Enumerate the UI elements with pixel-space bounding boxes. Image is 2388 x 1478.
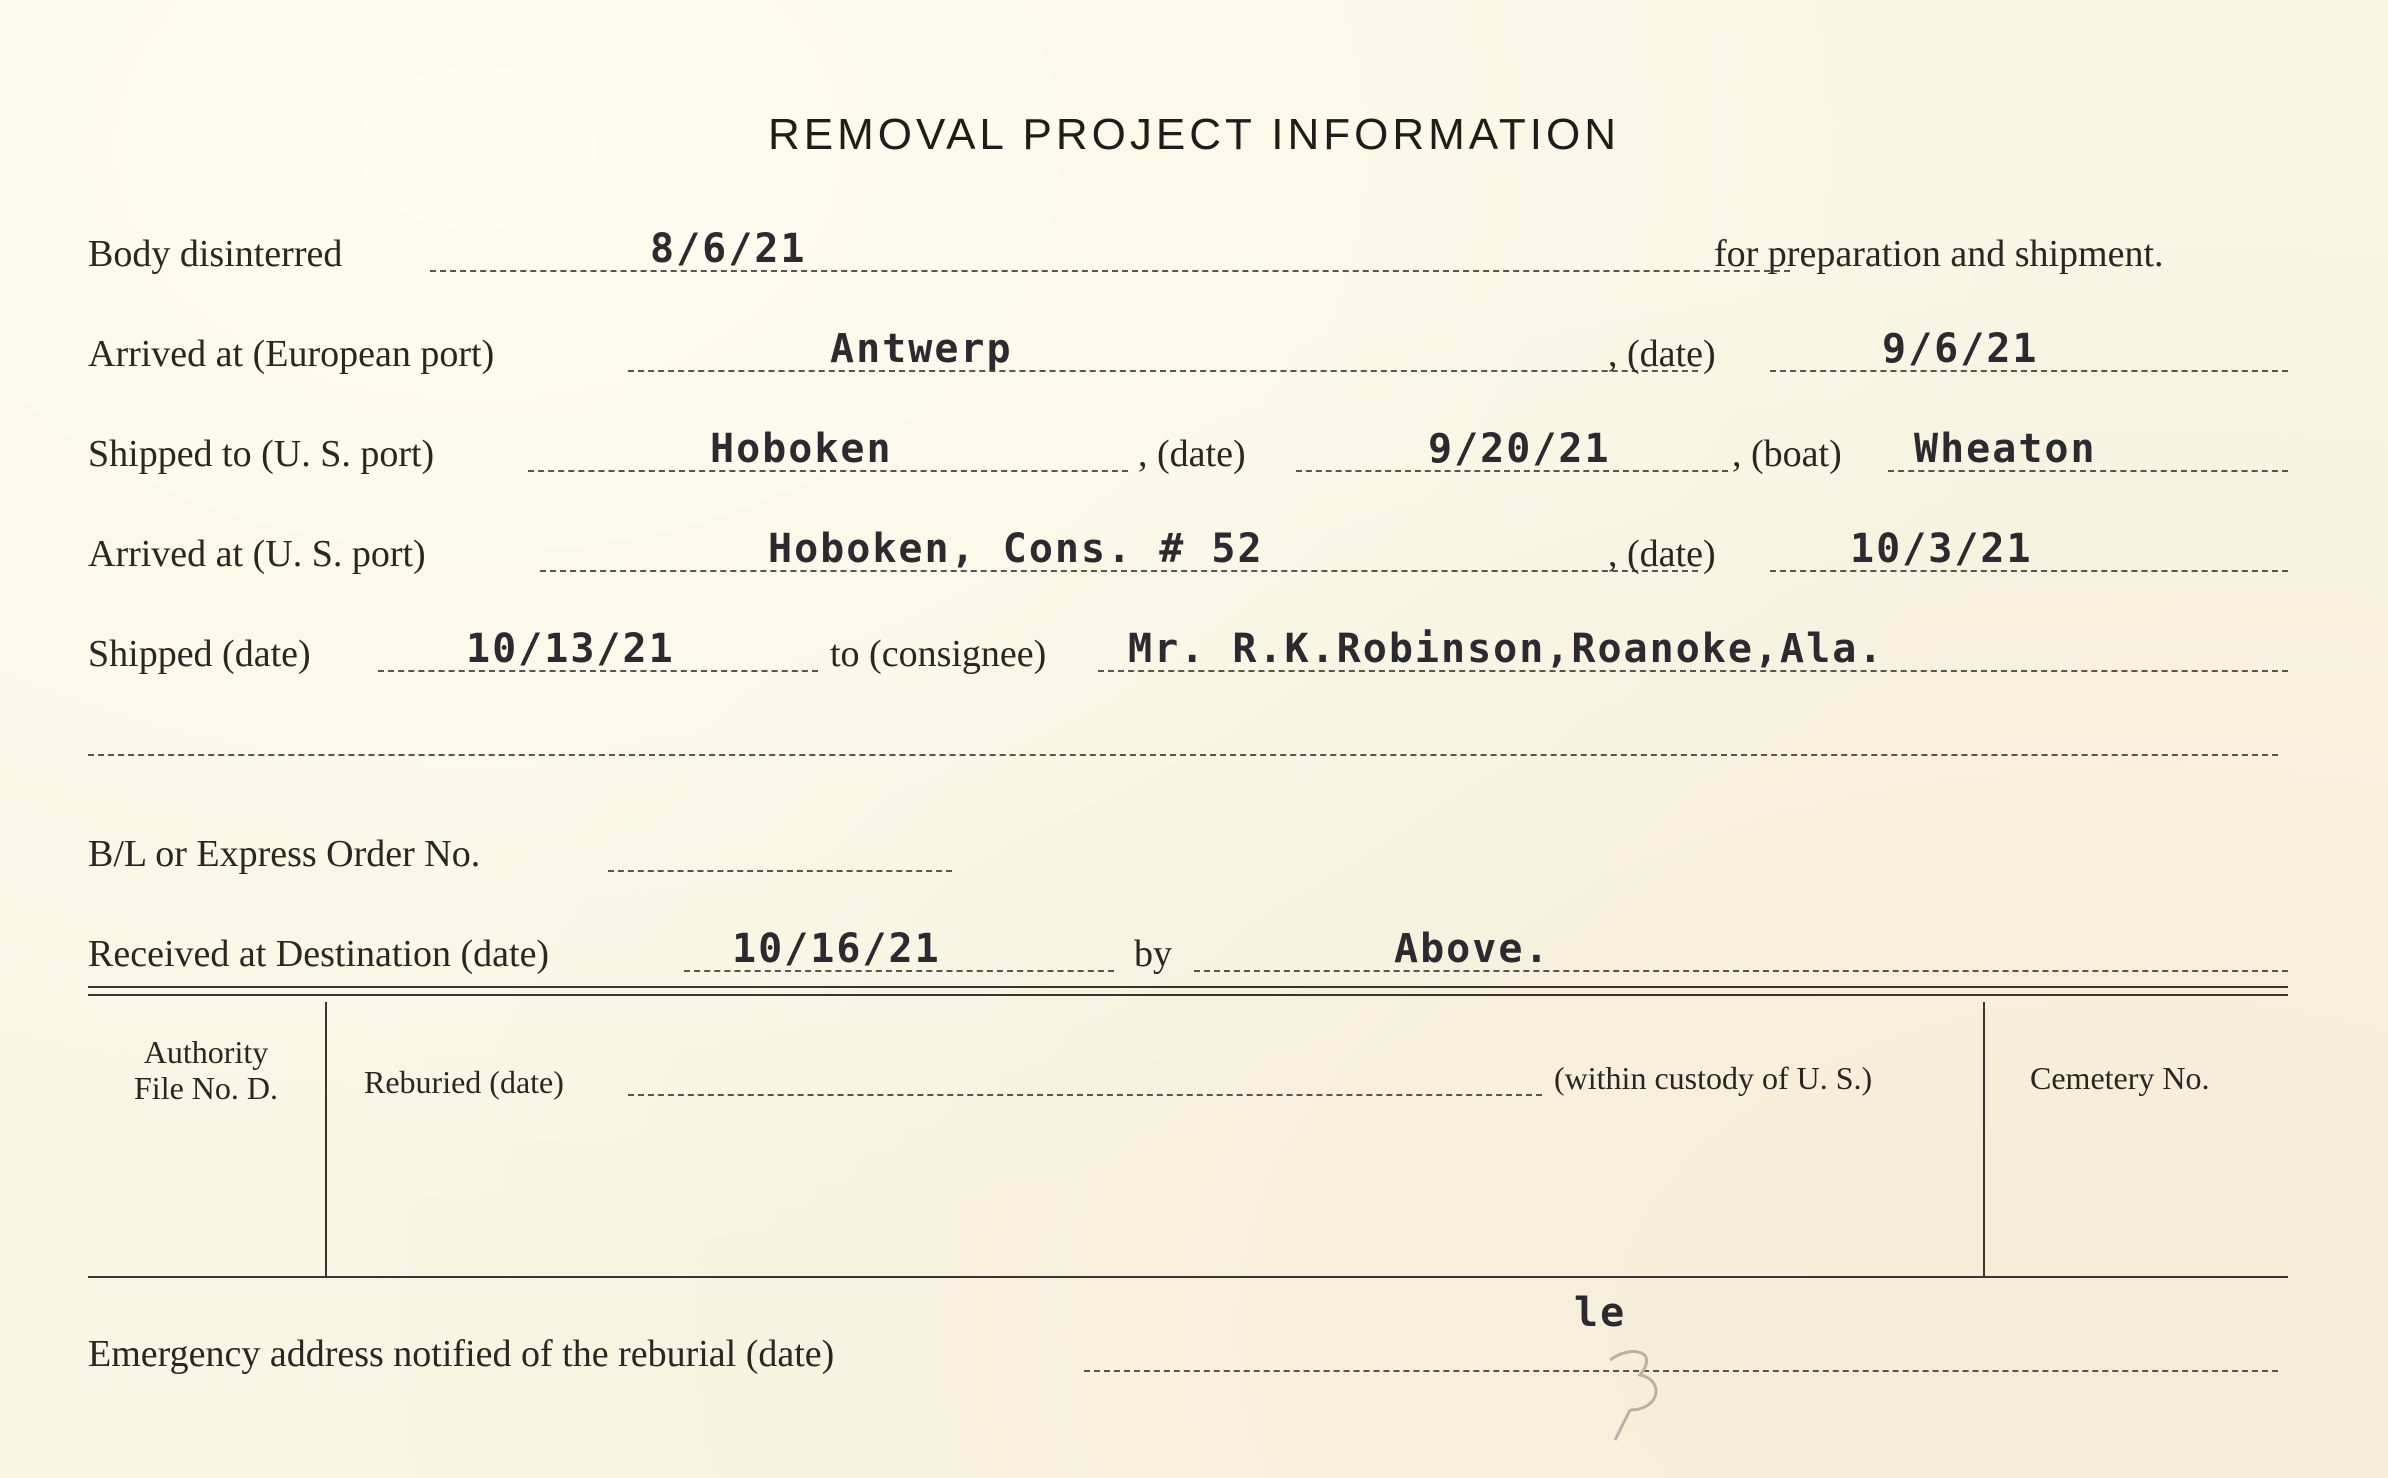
shipped-us-boat-label: , (boat) (1732, 433, 1842, 475)
arrived-us-date: 10/3/21 (1850, 526, 2033, 572)
shipped-us-boat: Wheaton (1914, 426, 2097, 472)
dotted-line (430, 270, 1790, 272)
emergency-label: Emergency address notified of the reburial (date) (88, 1333, 835, 1375)
shipped-us-port: Hoboken (710, 426, 893, 472)
shipped-date-label: Shipped (date) (88, 633, 311, 675)
reburied-label: Reburied (date) (364, 1064, 564, 1100)
row-bl-order (88, 822, 2288, 882)
cemetery-label: Cemetery No. (2030, 1060, 2210, 1096)
received-by: Above. (1394, 926, 1551, 972)
shipped-us-date-label: , (date) (1138, 433, 1246, 475)
row-arrived-european (88, 322, 2288, 382)
consignee-value: Mr. R.K.Robinson,Roanoke,Ala. (1128, 626, 1885, 672)
shipped-us-date: 9/20/21 (1428, 426, 1611, 472)
row-arrived-us (88, 522, 2288, 582)
arrived-us-date-label: , (date) (1608, 533, 1716, 575)
dotted-line (88, 754, 2278, 756)
authority-line2: File No. D. (134, 1070, 278, 1106)
row-body-disinterred (88, 222, 2288, 282)
authority-line1: Authority (143, 1034, 269, 1070)
dotted-line (1194, 970, 2288, 972)
dotted-line (628, 370, 1698, 372)
page-title: REMOVAL PROJECT INFORMATION (768, 110, 1620, 159)
consignee-label: to (consignee) (830, 633, 1047, 675)
shipped-date: 10/13/21 (466, 626, 675, 672)
received-label: Received at Destination (date) (88, 933, 550, 975)
received-by-label: by (1134, 933, 1172, 975)
dotted-line (608, 870, 952, 872)
column-divider-left (325, 1002, 327, 1276)
column-divider-right (1983, 1002, 1985, 1276)
lower-bottom-rule (88, 1276, 2288, 1278)
body-disinterred-suffix: for preparation and shipment. (1714, 233, 2164, 275)
arrived-european-date-label: , (date) (1608, 333, 1716, 375)
arrived-us-label: Arrived at (U. S. port) (88, 533, 426, 575)
initials: le (1574, 1290, 1627, 1336)
arrived-european-date: 9/6/21 (1882, 326, 2039, 372)
row-shipped-us (88, 422, 2288, 482)
double-rule-top (88, 986, 2288, 988)
row-blank (88, 706, 2288, 766)
body-disinterred-label: Body disinterred (88, 233, 343, 275)
pencil-mark (1590, 1340, 1680, 1450)
row-emergency (88, 1322, 2288, 1382)
arrived-european-port: Antwerp (830, 326, 1013, 372)
arrived-us-port: Hoboken, Cons. # 52 (768, 526, 1264, 572)
body-disinterred-value: 8/6/21 (650, 226, 807, 272)
received-date: 10/16/21 (732, 926, 941, 972)
double-rule-bottom (88, 994, 2288, 996)
row-shipped-consignee (88, 622, 2288, 682)
custody-label: (within custody of U. S.) (1554, 1060, 1873, 1096)
bl-order-label: B/L or Express Order No. (88, 833, 481, 875)
dotted-line (628, 1094, 1542, 1096)
arrived-european-label: Arrived at (European port) (88, 333, 495, 375)
row-received (88, 922, 2288, 982)
authority-file-label (96, 1034, 316, 1106)
shipped-us-label: Shipped to (U. S. port) (88, 433, 435, 475)
dotted-line (1084, 1370, 2278, 1372)
